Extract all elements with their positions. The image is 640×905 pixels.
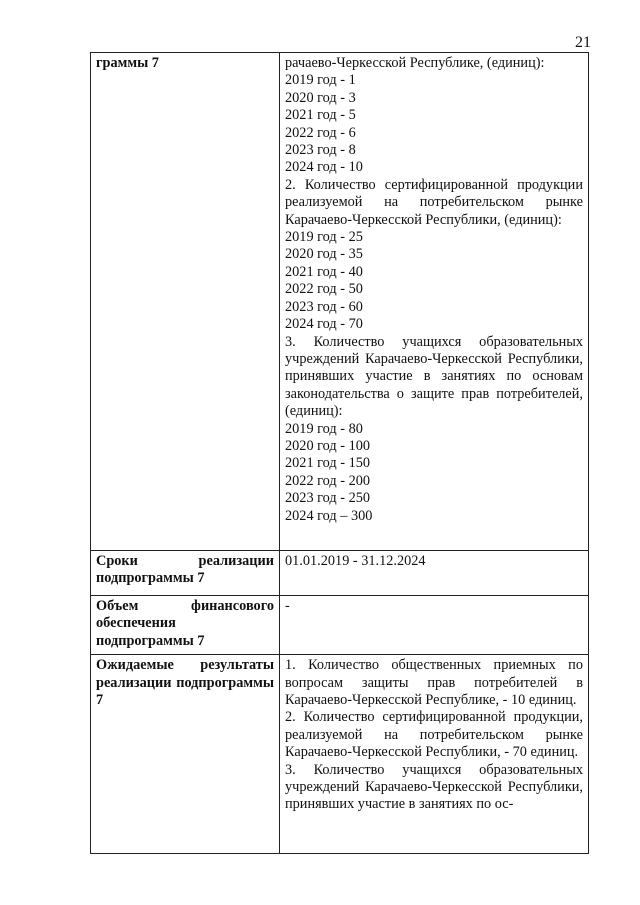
- block2-year-2021: 2021 год - 40: [285, 263, 363, 280]
- results-label-cell: [91, 655, 280, 854]
- finance-label-cell: [91, 596, 280, 655]
- block3-year-2021: 2021 год - 150: [285, 455, 371, 472]
- period-value-cell: [280, 551, 589, 596]
- targets-label: граммы 7: [96, 55, 159, 71]
- period-value: 01.01.2019 - 31.12.2024: [285, 553, 426, 569]
- block3-year-2019: 2019 год - 80: [285, 420, 363, 437]
- targets-item-3: 3. Количество учащихся образовательных учреждений Карачаево-Черкесской Республики, принявших участие в занятиях по основам законодательства о защите прав потребителей, (единиц):: [285, 333, 583, 420]
- block3-year-2024: 2024 год – 300: [285, 507, 373, 524]
- block3-year-2020: 2020 год - 100: [285, 437, 371, 454]
- table-row-period: [91, 551, 589, 596]
- block1-year-2023: 2023 год - 8: [285, 142, 356, 159]
- finance-value-cell: [280, 596, 589, 655]
- block3-year-2023: 2023 год - 250: [285, 490, 371, 507]
- block2-year-2022: 2022 год - 50: [285, 281, 363, 298]
- results-label: Ожидаемые результаты реализации подпрограммы 7: [96, 657, 274, 709]
- program-passport-table: [90, 52, 589, 854]
- targets-item-2: 2. Количество сертифицированной продукции реализуемой на потребительском рынке Карачаево-Черкесской Республики, (единиц):: [285, 176, 583, 228]
- block1-year-2022: 2022 год - 6: [285, 124, 356, 141]
- block1-year-2021: 2021 год - 5: [285, 107, 356, 124]
- block3-year-2022: 2022 год - 200: [285, 472, 371, 489]
- targets-value-cell: [280, 53, 589, 551]
- block1-year-2020: 2020 год - 3: [285, 89, 356, 106]
- results-item-3: 3. Количество учащихся образовательных учреждений Карачаево-Черкесской Республики, принявших участие в занятиях по ос-: [285, 761, 583, 813]
- block1-year-2024: 2024 год - 10: [285, 159, 363, 176]
- table-row-targets: [91, 53, 589, 551]
- results-item-2: 2. Количество сертифицированной продукции, реализуемой на потребительском рынке Карачаево-Черкесской Республики, - 70 единиц.: [285, 709, 583, 761]
- block2-year-2019: 2019 год - 25: [285, 229, 363, 246]
- targets-intro: рачаево-Черкесской Республике, (единиц):: [285, 55, 545, 71]
- page-number: 21: [575, 34, 591, 51]
- table-row-results: [91, 655, 589, 854]
- table-row-finance: [91, 596, 589, 655]
- finance-value: -: [285, 598, 290, 614]
- block2-year-2024: 2024 год - 70: [285, 316, 363, 333]
- period-label: Сроки реализации подпрограммы 7: [96, 553, 274, 587]
- results-value-cell: [280, 655, 589, 854]
- block2-year-2023: 2023 год - 60: [285, 298, 363, 315]
- block2-year-2020: 2020 год - 35: [285, 246, 363, 263]
- block1-year-2019: 2019 год - 1: [285, 72, 356, 89]
- results-item-1: 1. Количество общественных приемных по вопросам защиты прав потребителей в Карачаево-Черкесской Республике, - 10 единиц.: [285, 657, 583, 709]
- finance-label: Объем финансового обеспечения подпрограммы 7: [96, 598, 274, 649]
- targets-label-cell: [91, 53, 280, 551]
- period-label-cell: [91, 551, 280, 596]
